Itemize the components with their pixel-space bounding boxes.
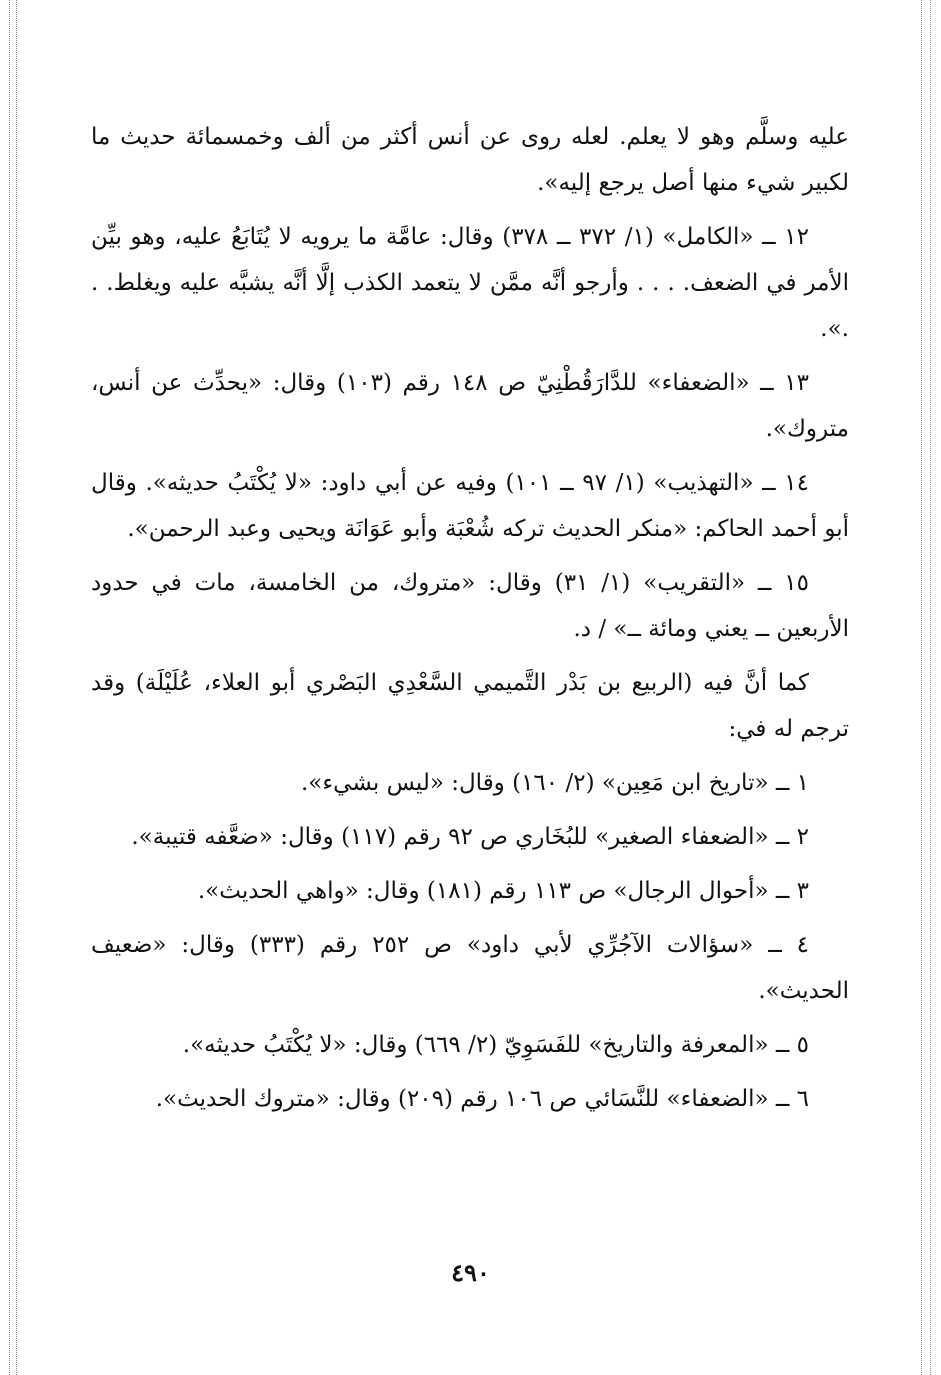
paragraph-list-item-6: ٦ ــ «الضعفاء» للنَّسَائي ص ١٠٦ رقم (٢٠٩) وقال: «متروك الحديث». [155,1086,809,1112]
paragraph-narrator-intro: كما أنَّ فيه (الربيع بن بَدْر التَّميمي السَّعْدِي البَصْري أبو العلاء، عُلَيْلَة) وقد ترجم له في: [91,670,849,742]
paragraph-continuation: عليه وسلَّم وهو لا يعلم. لعله روى عن أنس أكثر من ألف وخمسمائة حديث ما لكبير شيء منها أصل يرجع إليه». [91,124,849,196]
paragraph-entry-13: ١٣ ــ «الضعفاء» للدَّارَقُطْنِيّ ص ١٤٨ رقم (١٠٣) وقال: «يحدِّث عن أنس، متروك». [91,370,849,442]
paragraph-entry-12: ١٢ ــ «الكامل» (١/ ٣٧٢ ــ ٣٧٨) وقال: عامَّة ما يرويه لا يُتَابَعُ عليه، وهو بيِّن الأمر في الضعف. . . . وأرجو أنَّه ممَّن لا يتعمد الكذب إلَّا أنَّه يشبَّه عليه ويغلط. . .». [91,224,849,342]
paragraph-list-item-3: ٣ ــ «أحوال الرجال» ص ١١٣ رقم (١٨١) وقال: «واهي الحديث». [197,878,809,904]
margin-dotted-line-right-outer [930,0,931,1375]
paragraph-entry-14: ١٤ ــ «التهذيب» (١/ ٩٧ ــ ١٠١) وفيه عن أبي داود: «لا يُكْتَبُ حديثه». وقال أبو أحمد الحاكم: «منكر الحديث تركه شُعْبَة وأبو عَوَانَة ويحيى وعبد الرحمن». [91,470,849,542]
margin-dotted-line-right-inner [921,0,922,1375]
page-number: ٤٩٠ [451,1258,490,1287]
paragraph-list-item-1: ١ ــ «تاريخ ابن مَعِين» (٢/ ١٦٠) وقال: «ليس بشيء». [300,770,809,796]
paragraph-list-item-4: ٤ ــ «سؤالات الآجُرِّي لأبي داود» ص ٢٥٢ رقم (٣٣٣) وقال: «ضعيف الحديث». [91,932,849,1004]
paragraph-entry-15: ١٥ ــ «التقريب» (١/ ٣١) وقال: «متروك، من الخامسة، مات في حدود الأربعين ــ يعني ومائة ــ» / د. [91,570,849,642]
paragraph-list-item-5: ٥ ــ «المعرفة والتاريخ» للفَسَوِيّ (٢/ ٦٦٩) وقال: «لا يُكْتَبُ حديثه». [182,1032,809,1058]
paragraph-list-item-2: ٢ ــ «الضعفاء الصغير» للبُخَاري ص ٩٢ رقم (١١٧) وقال: «ضعَّفه قتيبة». [131,824,809,850]
body-text [91,114,849,1130]
margin-dotted-line-left-outer [9,0,10,1375]
margin-dotted-line-left-inner [16,0,17,1375]
